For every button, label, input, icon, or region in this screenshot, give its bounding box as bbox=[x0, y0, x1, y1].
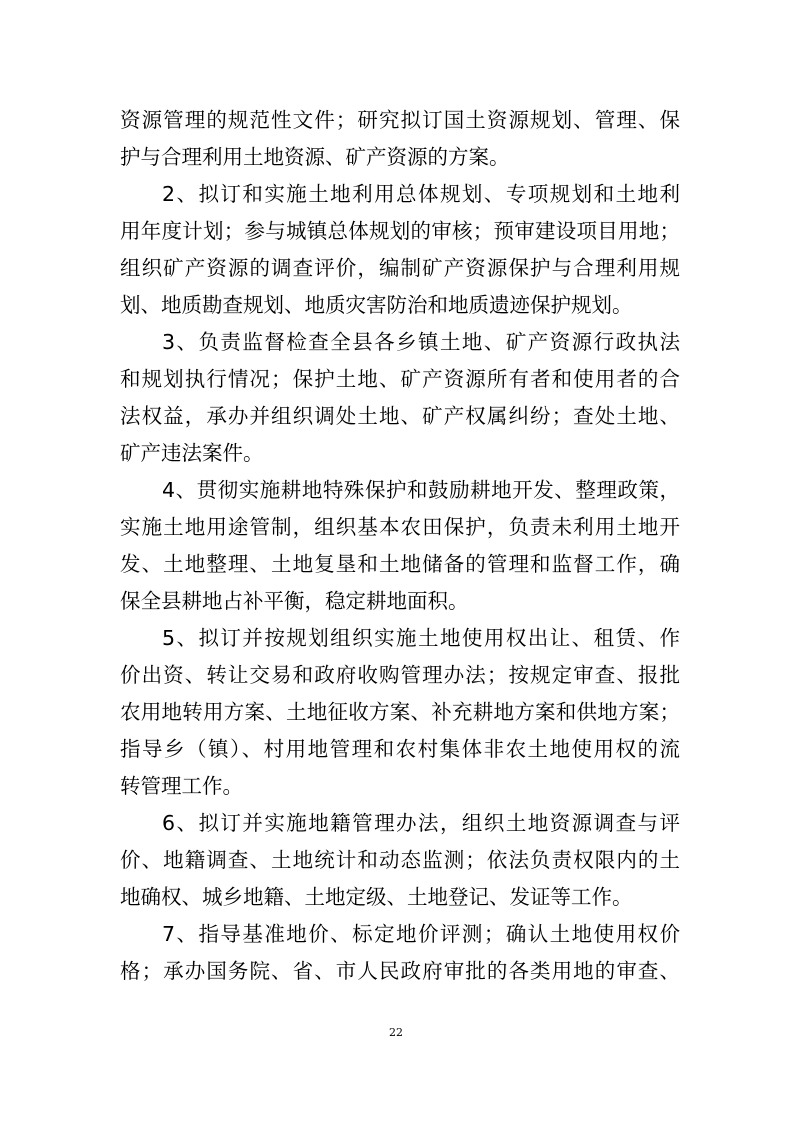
paragraph-line: 用年度计划；参与城镇总体规划的审核；预审建设项目用地； bbox=[120, 219, 680, 243]
paragraph-line: 4、贯彻实施耕地特殊保护和鼓励耕地开发、整理政策， bbox=[162, 478, 680, 502]
paragraph-line: 地确权、城乡地籍、土地定级、土地登记、发证等工作。 bbox=[120, 885, 633, 909]
paragraph-line: 发、土地整理、土地复垦和土地储备的管理和监督工作，确 bbox=[120, 552, 680, 576]
paragraph-line: 农用地转用方案、土地征收方案、补充耕地方案和供地方案； bbox=[120, 700, 680, 724]
page-number: 22 bbox=[389, 1026, 403, 1039]
paragraph-line: 法权益，承办并组织调处土地、矿产权属纠纷；查处土地、 bbox=[120, 404, 680, 428]
paragraph-line: 矿产违法案件。 bbox=[120, 441, 264, 465]
paragraph-line: 格；承办国务院、省、市人民政府审批的各类用地的审查、 bbox=[120, 959, 680, 983]
paragraph-line: 6、拟订并实施地籍管理办法，组织土地资源调查与评 bbox=[162, 811, 680, 835]
paragraph-line: 价、地籍调查、土地统计和动态监测；依法负责权限内的土 bbox=[120, 848, 680, 872]
paragraph-line: 划、地质勘查规划、地质灾害防治和地质遗迹保护规划。 bbox=[120, 293, 633, 317]
paragraph-line: 护与合理利用土地资源、矿产资源的方案。 bbox=[120, 145, 510, 169]
paragraph-line: 价出资、转让交易和政府收购管理办法；按规定审查、报批 bbox=[120, 663, 680, 687]
paragraph-line: 组织矿产资源的调查评价，编制矿产资源保护与合理利用规 bbox=[120, 256, 680, 280]
paragraph-line: 指导乡（镇）、村用地管理和农村集体非农土地使用权的流 bbox=[120, 737, 680, 761]
paragraph-line: 保全县耕地占补平衡，稳定耕地面积。 bbox=[120, 589, 469, 613]
paragraph-line: 2、拟订和实施土地利用总体规划、专项规划和土地利 bbox=[162, 182, 680, 206]
paragraph-line: 5、拟订并按规划组织实施土地使用权出让、租赁、作 bbox=[162, 626, 680, 650]
paragraph-line: 和规划执行情况；保护土地、矿产资源所有者和使用者的合 bbox=[120, 367, 680, 391]
paragraph-line: 7、指导基准地价、标定地价评测；确认土地使用权价 bbox=[162, 922, 680, 946]
paragraph-line: 实施土地用途管制，组织基本农田保护，负责未利用土地开 bbox=[120, 515, 680, 539]
paragraph-line: 转管理工作。 bbox=[120, 774, 243, 798]
paragraph-line: 3、负责监督检查全县各乡镇土地、矿产资源行政执法 bbox=[162, 330, 680, 354]
paragraph-line: 资源管理的规范性文件；研究拟订国土资源规划、管理、保 bbox=[120, 108, 680, 132]
